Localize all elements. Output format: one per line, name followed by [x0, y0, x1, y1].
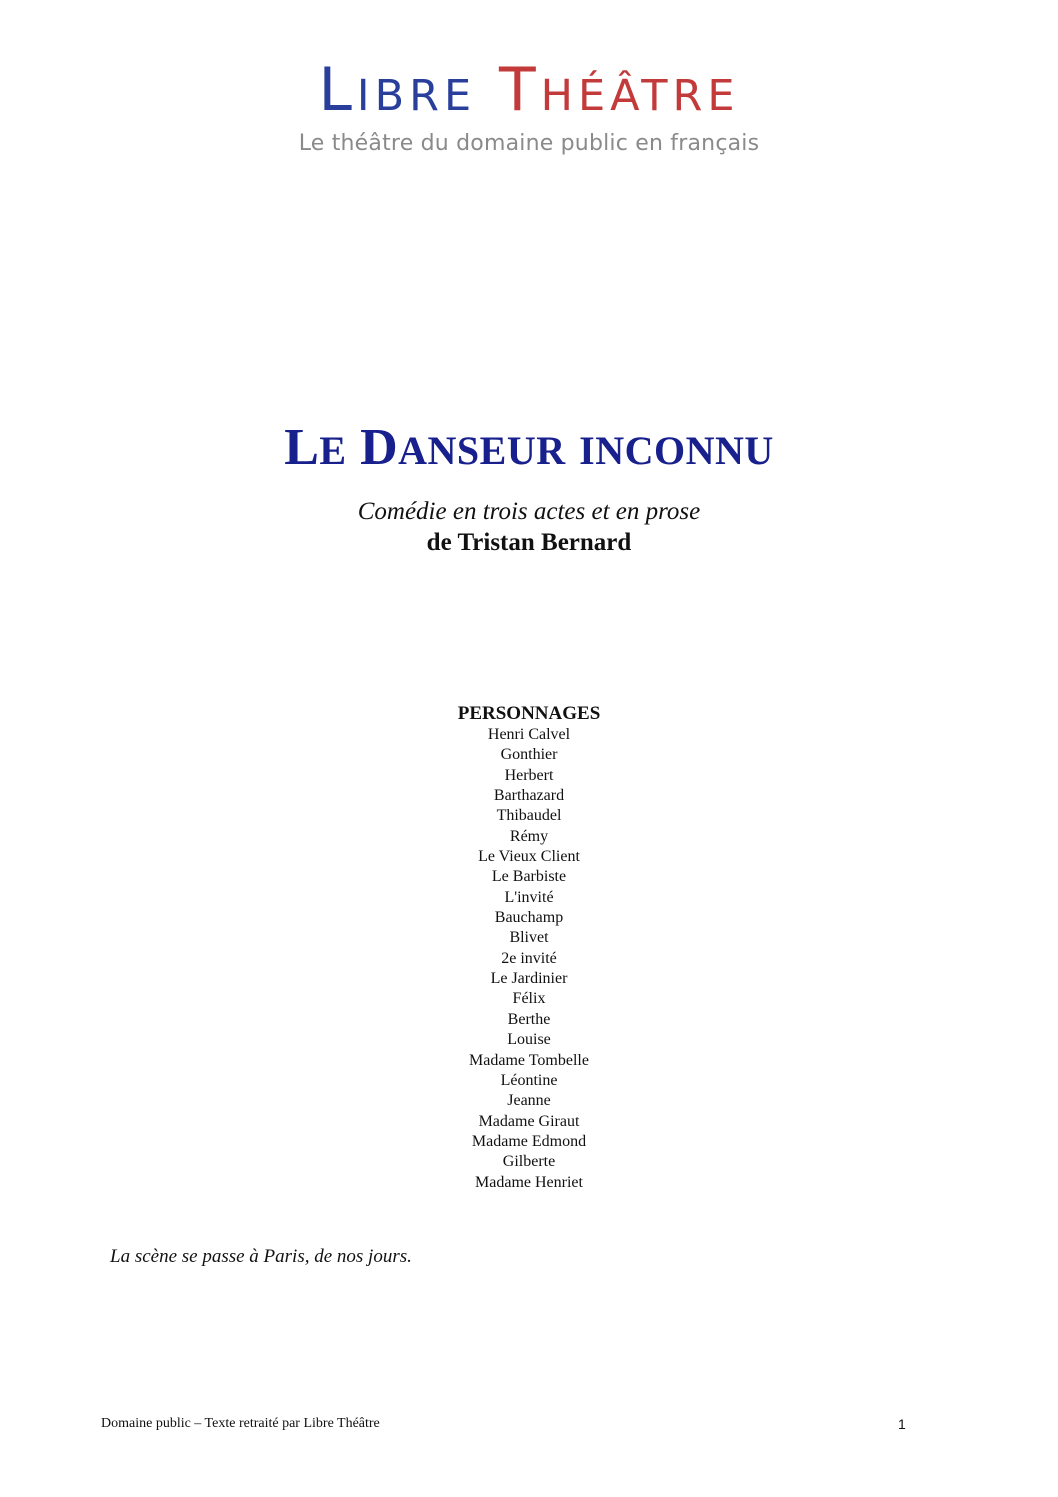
personnages-heading: PERSONNAGES — [457, 703, 601, 724]
play-title: LE DANSEUR INCONNU — [284, 419, 774, 476]
character-name: L'invité — [504, 888, 554, 906]
character-name: Louise — [507, 1031, 551, 1049]
personnages-section — [0, 703, 1058, 1193]
logo-word-libre: LIBRE — [318, 55, 477, 125]
character-name: Gilberte — [502, 1153, 556, 1171]
character-name: Berthe — [507, 1010, 551, 1028]
play-author: de Tristan Bernard — [426, 529, 632, 556]
character-name: Rémy — [509, 827, 549, 845]
character-name: Henri Calvel — [487, 726, 571, 743]
libre-theatre-logo — [0, 56, 1058, 158]
character-name: Madame Henriet — [475, 1173, 583, 1191]
character-name: Barthazard — [493, 787, 565, 805]
character-name: 2e invité — [501, 949, 557, 967]
character-name: Léontine — [500, 1071, 558, 1089]
character-name: Thibaudel — [496, 807, 562, 825]
character-name: Madame Edmond — [471, 1132, 587, 1150]
character-name: Le Barbiste — [491, 868, 567, 886]
character-name: Gonthier — [500, 746, 558, 764]
play-subtitle: Comédie en trois actes et en prose — [357, 498, 701, 525]
character-name: Blivet — [509, 929, 549, 947]
footer-credit: Domaine public – Texte retraité par Libre Théâtre — [101, 1416, 380, 1431]
character-name: Madame Giraut — [478, 1112, 580, 1130]
character-name: Herbert — [504, 766, 554, 784]
setting-note: La scène se passe à Paris, de nos jours. — [110, 1246, 412, 1267]
logo-tagline: Le théâtre du domaine public en français — [298, 131, 760, 156]
character-name: Jeanne — [507, 1092, 551, 1110]
page-number: 1 — [898, 1416, 906, 1432]
character-name: Le Vieux Client — [478, 848, 580, 866]
logo-word-theatre: THÉÂTRE — [498, 55, 740, 125]
character-name: Bauchamp — [494, 909, 564, 927]
character-name: Le Jardinier — [490, 970, 568, 988]
character-name: Madame Tombelle — [469, 1051, 589, 1069]
logo-wordmark — [0, 56, 1058, 130]
cast-list — [0, 725, 1058, 1193]
character-name: Félix — [512, 990, 546, 1008]
